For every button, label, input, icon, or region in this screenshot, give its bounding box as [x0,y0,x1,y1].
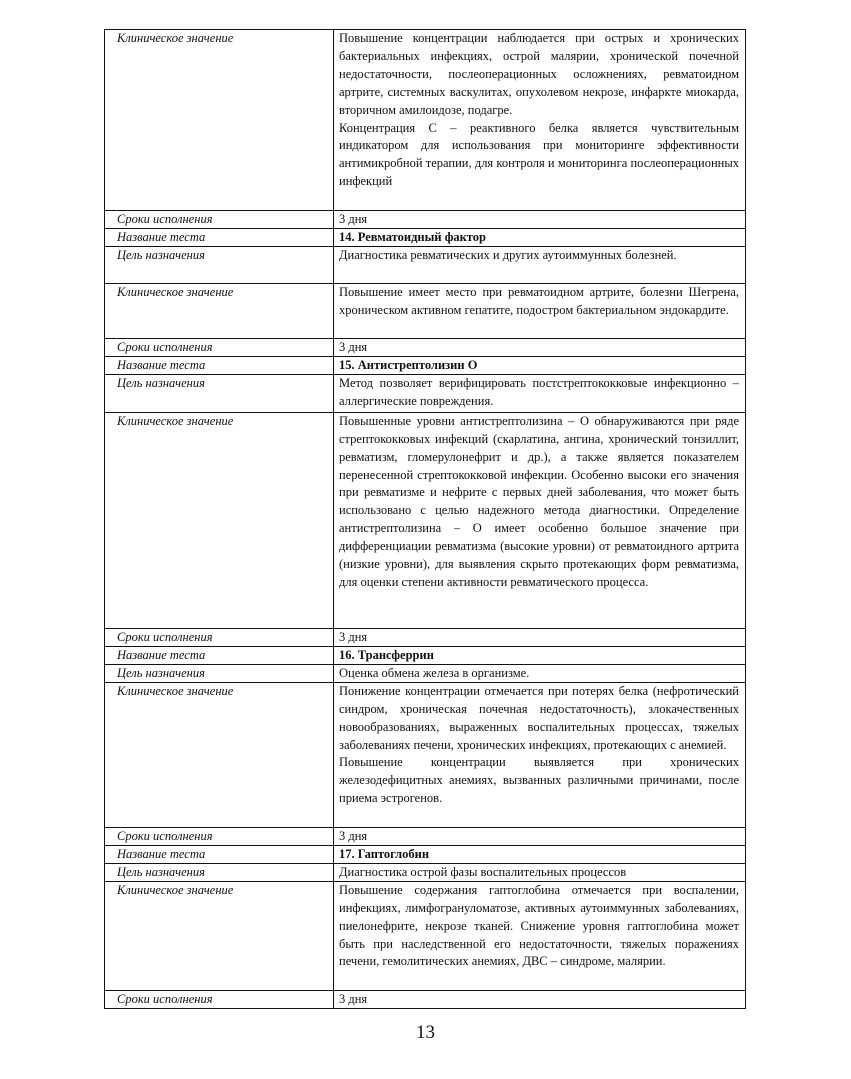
label-purpose: Цель назначения [105,863,334,881]
label-purpose: Цель назначения [105,247,334,284]
label-terms: Сроки исполнения [105,827,334,845]
label-terms: Сроки исполнения [105,628,334,646]
label-clinical: Клиническое значение [105,682,334,827]
purpose-value: Метод позволяет верифицировать постстрептококковые инфекционно – аллергические повреждения. [334,375,746,413]
table-row [105,664,746,682]
label-clinical: Клиническое значение [105,284,334,339]
table-row [105,30,746,211]
table-row [105,845,746,863]
clinical-value: Повышенные уровни антистрептолизина – О обнаруживаются при ряде стрептококковых инфекций (скарлатина, ангина, хронический тонзиллит, ревматизм, гломерулонефрит и др.), а также является показателем перенесенной стрептококковой инфекции. Особенно высоки его значения при ревматизме и нефрите с первых дней заболевания, что может быть использовано с целью надежного метода диагностики. Определение антистрептолизина – О имеет особенно большое значение при дифференциации ревматизма (высокие уровни) от ревматоидного артрита (низкие уровни), для выявления скрыто протекающих форм ревматизма, для оценки степени активности ревматического процесса. [334,412,746,628]
clinical-paragraph: Повышение концентрации наблюдается при острых и хронических бактериальных инфекциях, острой малярии, хронической почечной недостаточности, послеоперационных осложнениях, ревматоидном артрите, системных васкулитах, опухолевом некрозе, инфаркте миокарда, вторичном амилоидозе, подагре. [339,31,739,117]
table-row [105,990,746,1008]
label-purpose: Цель назначения [105,375,334,413]
page-number: 13 [416,1022,435,1043]
table-row [105,339,746,357]
purpose-value: Диагностика ревматических и других аутоиммунных болезней. [334,247,746,284]
lab-tests-table [104,29,746,1009]
clinical-paragraph: Концентрация С – реактивного белка является чувствительным индикатором для использования при мониторинге эффективности антимикробной терапии, для контроля и мониторинга послеоперационных инфекций [339,120,739,189]
table-row [105,682,746,827]
clinical-paragraph: Понижение концентрации отмечается при потерях белка (нефротический синдром, хроническая почечная недостаточность), злокачественных новообразованиях, выраженных воспалительных процессах, тяжелых заболеваниях печени, хронических инфекциях, протекающих с анемией. [339,683,739,752]
purpose-value: Оценка обмена железа в организме. [334,664,746,682]
table-row [105,247,746,284]
purpose-value: Диагностика острой фазы воспалительных процессов [334,863,746,881]
table-row [105,211,746,229]
label-terms: Сроки исполнения [105,339,334,357]
test-title-17: 17. Гаптоглобин [334,845,746,863]
table-row [105,646,746,664]
terms-value: 3 дня [334,628,746,646]
test-title-16: 16. Трансферрин [334,646,746,664]
table-row [105,863,746,881]
terms-value: 3 дня [334,339,746,357]
label-clinical: Клиническое значение [105,881,334,990]
table-row [105,628,746,646]
clinical-value: Повышение имеет место при ревматоидном артрите, болезни Шегрена, хроническом активном гепатите, подостром бактериальном эндокардите. [334,284,746,339]
clinical-value [334,30,746,211]
table-row [105,284,746,339]
table-row [105,827,746,845]
label-test-name: Название теста [105,229,334,247]
label-test-name: Название теста [105,646,334,664]
label-test-name: Название теста [105,845,334,863]
clinical-paragraph: Повышение концентрации выявляется при хронических железодефицитных анемиях, вызванных различными причинами, после приема эстрогенов. [339,755,739,806]
label-clinical: Клиническое значение [105,30,334,211]
table-row [105,357,746,375]
label-clinical: Клиническое значение [105,412,334,628]
clinical-value: Повышение содержания гаптоглобина отмечается при воспалении, инфекциях, лимфогрануломатозе, активных аутоиммунных заболеваниях, пиелонефрите, некрозе тканей. Снижение уровня гаптоглобина может быть при наследственной его недостаточности, тяжелых поражениях печени, гемолитических анемиях, ДВС – синдроме, малярии. [334,881,746,990]
clinical-value [334,682,746,827]
terms-value: 3 дня [334,990,746,1008]
table-row [105,881,746,990]
test-title-15: 15. Антистрептолизин О [334,357,746,375]
test-title-14: 14. Ревматоидный фактор [334,229,746,247]
label-terms: Сроки исполнения [105,990,334,1008]
table-row [105,412,746,628]
label-test-name: Название теста [105,357,334,375]
table-row [105,229,746,247]
terms-value: 3 дня [334,211,746,229]
label-terms: Сроки исполнения [105,211,334,229]
terms-value: 3 дня [334,827,746,845]
label-purpose: Цель назначения [105,664,334,682]
table-row [105,375,746,413]
